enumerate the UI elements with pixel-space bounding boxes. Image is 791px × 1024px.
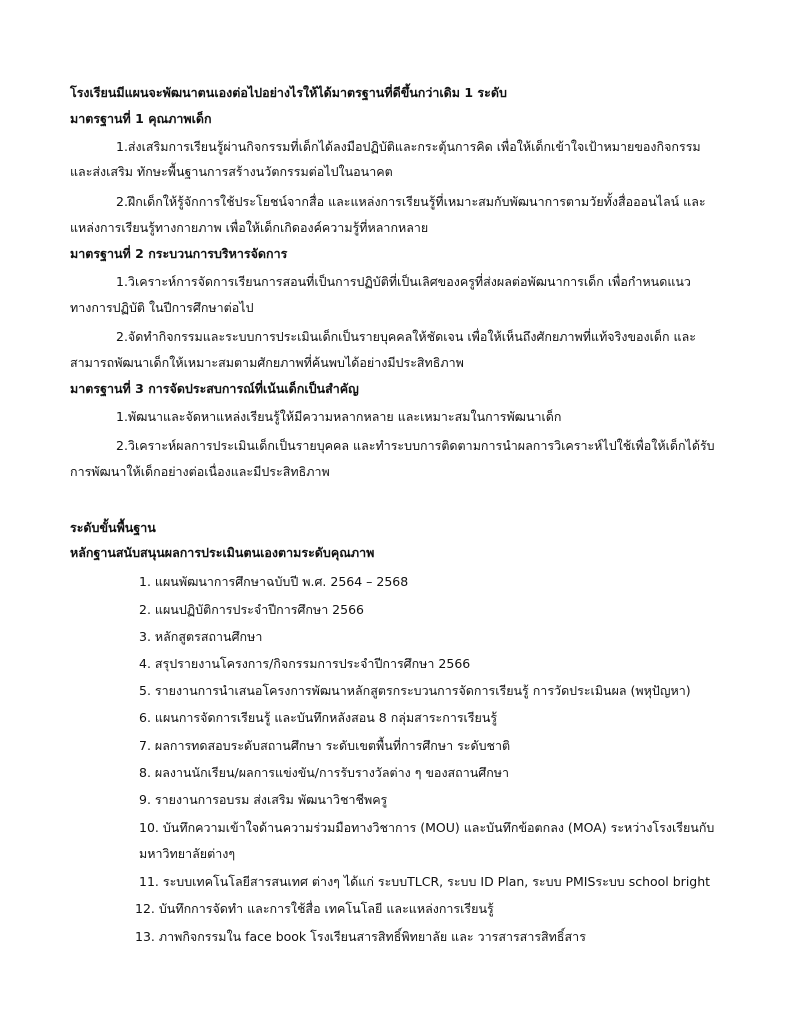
evidence-item-4: 4. สรุปรายงานโครงการ/กิจกรรมการประจำปีการศึกษา 2566 — [139, 656, 471, 671]
evidence-item-8: 8. ผลงานนักเรียน/ผลการแข่งขัน/การรับรางวัลต่าง ๆ ของสถานศึกษา — [139, 765, 510, 780]
evidence-title: หลักฐานสนับสนุนผลการประเมินตนเองตามระดับคุณภาพ — [70, 545, 375, 560]
evidence-item-5: 5. รายงานการนำเสนอโครงการพัฒนาหลักสูตรกระบวนการจัดการเรียนรู้ การวัดประเมินผล (พหุปัญหา) — [139, 683, 691, 698]
evidence-item-6: 6. แผนการจัดการเรียนรู้ และบันทึกหลังสอน 8 กลุ่มสาระการเรียนรู้ — [139, 710, 498, 725]
standard-2-item-2-line-1: 2.จัดทำกิจกรรมและระบบการประเมินเด็กเป็นรายบุคคลให้ชัดเจน เพื่อให้เห็นถึงศักยภาพที่แท้จริงของเด็ก และ — [116, 329, 696, 344]
evidence-item-10-line-1: 10. บันทึกความเข้าใจด้านความร่วมมือทางวิชาการ (MOU) และบันทึกข้อตกลง (MOA) ระหว่างโรงเรียนกับ — [139, 820, 715, 835]
standard-3-item-2-line-1: 2.วิเคราะห์ผลการประเมินเด็กเป็นรายบุคคล และทำระบบการติดตามการนำผลการวิเคราะห์ไปใช้เพื่อให้เด็กได้รับ — [116, 438, 715, 453]
evidence-item-3: 3. หลักสูตรสถานศึกษา — [139, 629, 263, 644]
standard-3-item-2-line-2: การพัฒนาให้เด็กอย่างต่อเนื่องและมีประสิทธิภาพ — [70, 464, 330, 479]
standard-1-item-1-line-1: 1.ส่งเสริมการเรียนรู้ผ่านกิจกรรมที่เด็กได้ลงมือปฏิบัติและกระตุ้นการคิด เพื่อให้เด็กเข้าใจเป้าหมายของกิจกรรม — [116, 139, 701, 154]
evidence-item-1: 1. แผนพัฒนาการศึกษาฉบับปี พ.ศ. 2564 – 2568 — [139, 574, 409, 589]
standard-2-item-1-line-1: 1.วิเคราะห์การจัดการเรียนการสอนที่เป็นการปฏิบัติที่เป็นเลิศของครูที่ส่งผลต่อพัฒนาการเด็ก เพื่อกำหนดแนว — [116, 274, 691, 289]
evidence-item-10-line-2: มหาวิทยาลัยต่างๆ — [139, 846, 236, 861]
improvement-plan-heading: โรงเรียนมีแผนจะพัฒนาตนเองต่อไปอย่างไรให้ได้มาตรฐานที่ดีขึ้นกว่าเดิม 1 ระดับ — [70, 85, 507, 100]
standard-1-title: มาตรฐานที่ 1 คุณภาพเด็ก — [70, 111, 212, 126]
evidence-item-13: 13. ภาพกิจกรรมใน face book โรงเรียนสารสิทธิ์พิทยาลัย และ วารสารสารสิทธิ์สาร — [135, 929, 586, 944]
standard-1-item-2-line-2: แหล่งการเรียนรู้ทางกายภาพ เพื่อให้เด็กเกิดองค์ความรู้ที่หลากหลาย — [70, 220, 429, 235]
standard-2-item-2-line-2: สามารถพัฒนาเด็กให้เหมาะสมตามศักยภาพที่ค้นพบได้อย่างมีประสิทธิภาพ — [70, 355, 464, 370]
evidence-item-2: 2. แผนปฏิบัติการประจำปีการศึกษา 2566 — [139, 602, 364, 617]
standard-3-item-1-line-1: 1.พัฒนาและจัดหาแหล่งเรียนรู้ให้มีความหลากหลาย และเหมาะสมในการพัฒนาเด็ก — [116, 409, 562, 424]
evidence-item-9: 9. รายงานการอบรม ส่งเสริม พัฒนาวิชาชีพครู — [139, 792, 388, 807]
evidence-item-12: 12. บันทึกการจัดทำ และการใช้สื่อ เทคโนโลยี และแหล่งการเรียนรู้ — [135, 901, 494, 916]
standard-2-item-1-line-2: ทางการปฏิบัติ ในปีการศึกษาต่อไป — [70, 300, 254, 315]
evidence-item-7: 7. ผลการทดสอบระดับสถานศึกษา ระดับเขตพื้นที่การศึกษา ระดับชาติ — [139, 738, 511, 753]
evidence-item-11: 11. ระบบเทคโนโลยีสารสนเทศ ต่างๆ ได้แก่ ระบบTLCR, ระบบ ID Plan, ระบบ PMISระบบ school bright — [139, 874, 711, 889]
standard-1-item-1-line-2: และส่งเสริม ทักษะพื้นฐานการสร้างนวัตกรรมต่อไปในอนาคต — [70, 164, 393, 179]
basic-level-title: ระดับขั้นพื้นฐาน — [70, 520, 156, 535]
standard-2-title: มาตรฐานที่ 2 กระบวนการบริหารจัดการ — [70, 246, 288, 261]
standard-1-item-2-line-1: 2.ฝึกเด็กให้รู้จักการใช้ประโยชน์จากสื่อ และแหล่งการเรียนรู้ที่เหมาะสมกับพัฒนาการตามวัยทั้งสื่อออนไลน์ และ — [116, 194, 706, 209]
standard-3-title: มาตรฐานที่ 3 การจัดประสบการณ์ที่เน้นเด็กเป็นสำคัญ — [70, 381, 359, 396]
